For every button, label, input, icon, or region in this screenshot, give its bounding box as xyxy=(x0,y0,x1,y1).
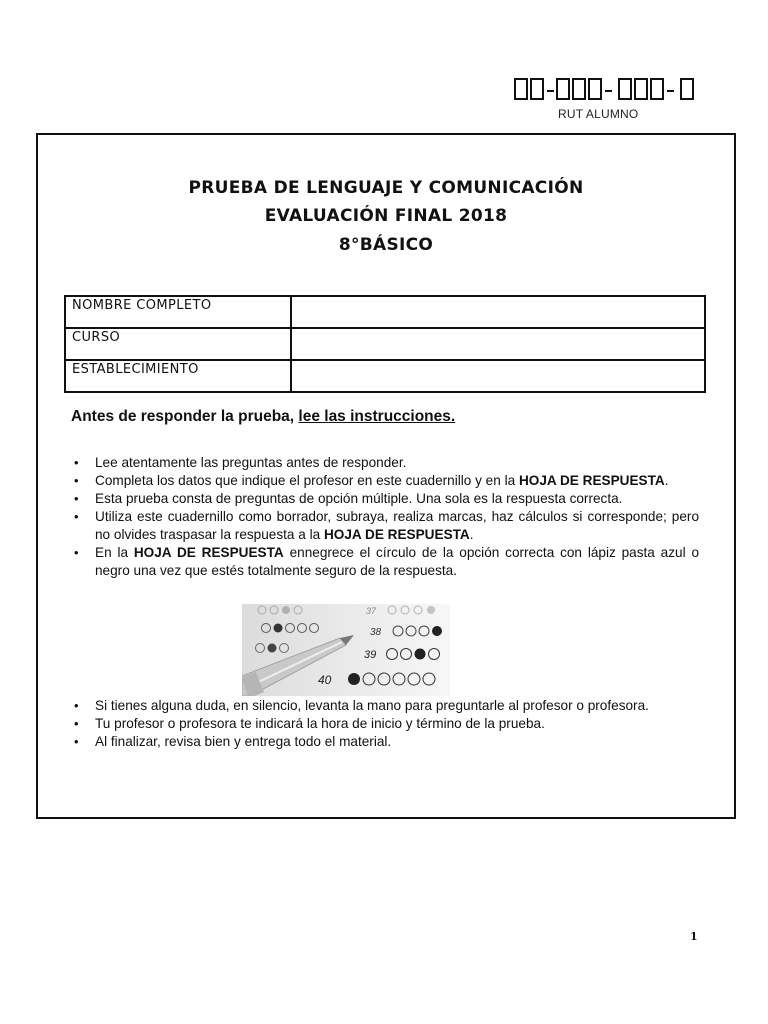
exam-grade: 8°BÁSICO xyxy=(338,235,434,255)
school-field[interactable] xyxy=(291,360,705,392)
list-item xyxy=(71,508,699,544)
row-number: 39 xyxy=(364,649,377,661)
list-item-text: Tu profesor o profesora te indicará la hora de inicio y término de la prueba. xyxy=(95,716,545,731)
rut-separator xyxy=(667,90,674,92)
list-item-bold: HOJA DE RESPUESTA xyxy=(133,545,284,560)
list-item-bold: HOJA DE RESPUESTA xyxy=(518,473,665,488)
list-item-text: Esta prueba consta de preguntas de opción múltiple. Una sola es la respuesta correcta. xyxy=(95,491,623,506)
list-item xyxy=(71,715,699,733)
field-label: ESTABLECIMIENTO xyxy=(65,360,291,392)
list-item-text: Al finalizar, revisa bien y entrega todo el material. xyxy=(95,734,392,749)
exam-subtitle: EVALUACIÓN FINAL 2018 xyxy=(264,206,508,226)
list-item xyxy=(71,472,699,490)
student-info-table xyxy=(64,295,706,393)
answer-sheet-illustration xyxy=(242,604,450,696)
course-field[interactable] xyxy=(291,328,705,360)
list-item xyxy=(71,733,699,751)
rut-digit-box[interactable] xyxy=(556,78,570,100)
field-label: NOMBRE COMPLETO xyxy=(65,296,291,328)
field-label: CURSO xyxy=(65,328,291,360)
rut-digit-box[interactable] xyxy=(634,78,648,100)
table-row xyxy=(65,296,705,328)
list-item-bold: HOJA DE RESPUESTA xyxy=(323,527,470,542)
list-item xyxy=(71,544,699,580)
exam-cover-frame xyxy=(36,133,736,819)
rut-separator xyxy=(547,90,554,92)
rut-digit-box[interactable] xyxy=(588,78,602,100)
table-row xyxy=(65,360,705,392)
rut-digit-box[interactable] xyxy=(572,78,586,100)
list-item-text: Lee atentamente las preguntas antes de responder. xyxy=(95,455,407,470)
list-item-text: Utiliza este cuadernillo como borrador, subraya, realiza marcas, haz cálculos si corresponde; pero no olvides traspasar la respuesta a la xyxy=(95,509,699,542)
instructions-list xyxy=(71,454,699,580)
list-item-text: ennegrece el círculo de la opción correcta con lápiz pasta azul o negro una vez que estés totalmente seguro de la respuesta. xyxy=(95,545,699,578)
instructions-heading xyxy=(71,408,455,426)
list-item xyxy=(71,490,699,508)
name-field[interactable] xyxy=(291,296,705,328)
list-item-text: En la xyxy=(95,545,134,560)
row-number: 40 xyxy=(318,673,332,687)
list-item-text: Completa los datos que indique el profesor en este cuadernillo y en la xyxy=(95,473,519,488)
rut-digit-box[interactable] xyxy=(514,78,528,100)
rut-label: RUT ALUMNO xyxy=(558,107,639,121)
rut-section xyxy=(514,78,704,126)
answer-sheet-photo xyxy=(242,604,450,696)
list-item xyxy=(71,697,699,715)
list-item-text: Si tienes alguna duda, en silencio, levanta la mano para preguntarle al profesor o profesora. xyxy=(95,698,649,713)
list-item xyxy=(71,454,699,472)
instructions-heading-emphasis: lee las instrucciones. xyxy=(298,408,456,425)
row-number: 37 xyxy=(366,606,377,616)
row-number: 38 xyxy=(370,627,382,638)
rut-digit-box[interactable] xyxy=(530,78,544,100)
rut-digit-box[interactable] xyxy=(650,78,664,100)
instructions-list-continued xyxy=(71,697,699,751)
rut-digit-box[interactable] xyxy=(618,78,632,100)
rut-verifier-box[interactable] xyxy=(680,78,694,100)
instructions-heading-text: Antes de responder la prueba, xyxy=(71,408,299,425)
rut-separator xyxy=(605,90,612,92)
page-number: 1 xyxy=(690,930,698,943)
table-row xyxy=(65,328,705,360)
exam-title: PRUEBA DE LENGUAJE Y COMUNICACIÓN xyxy=(188,178,584,198)
list-item-text: . xyxy=(469,527,474,542)
list-item-text: . xyxy=(664,473,669,488)
